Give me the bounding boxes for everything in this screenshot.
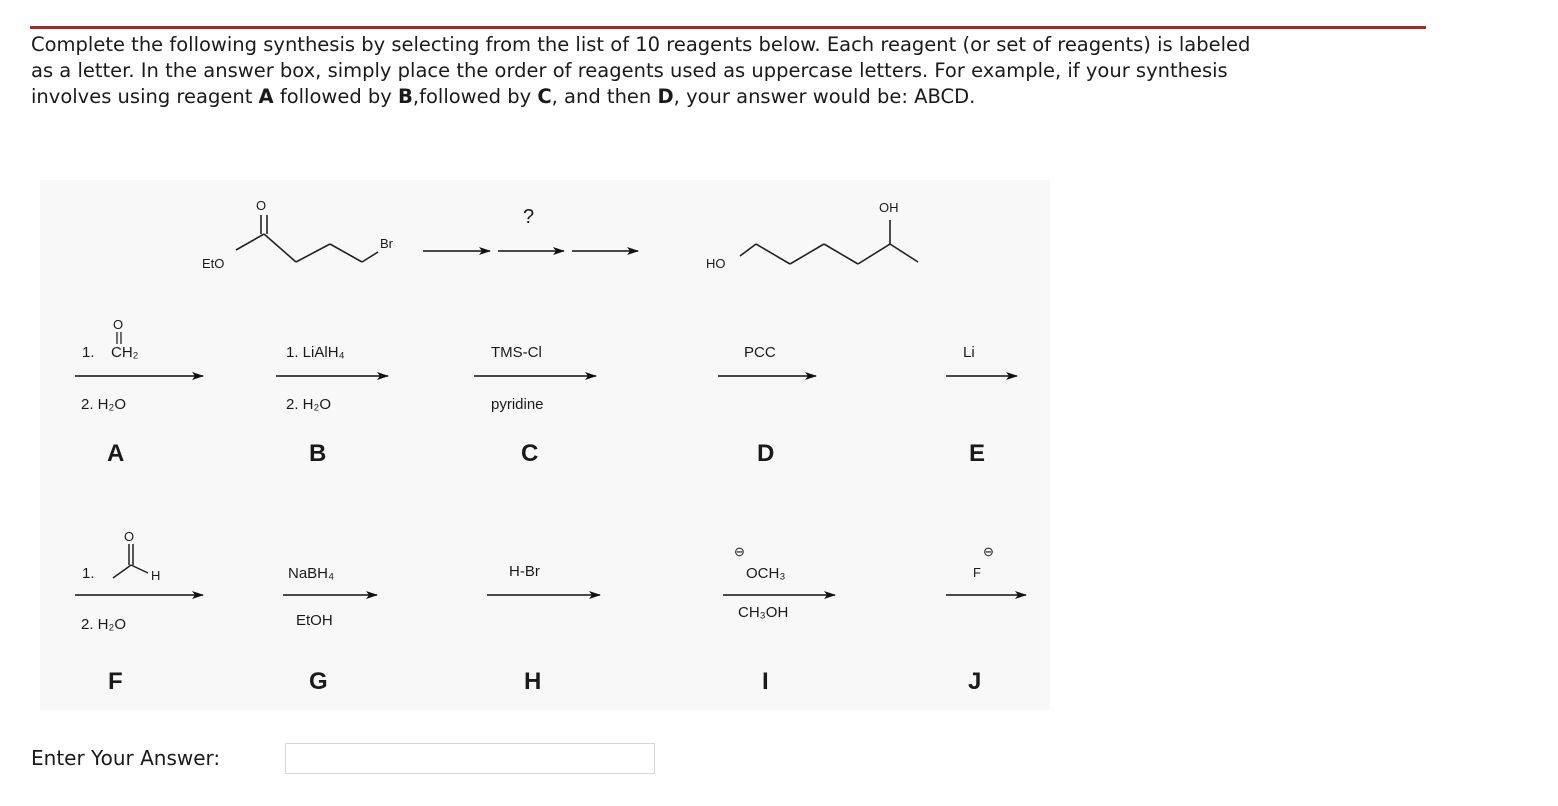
product-oh-label: OH [879,200,899,215]
reagent-e-above: Li [963,344,975,361]
reagent-a-carbonyl [117,332,121,344]
instructions-line-3: involves using reagent A followed by B,followed by C, and then D, your answer would be: ABCD. [31,85,976,108]
starting-material-structure [236,215,378,262]
reagent-f-letter: F [108,668,123,695]
start-bromine-label: Br [380,236,393,251]
unknown-intermediate-mark: ? [523,206,535,228]
reagent-c-below: pyridine [491,396,544,413]
instructions-line-2: as a letter. In the answer box, simply place the order of reagents used as uppercase letters. For example, if your synthesis [31,59,1228,82]
reagent-j-above: F [973,565,981,580]
reagent-a-step-number: 1. [82,344,95,361]
reagent-d-letter: D [757,440,775,467]
reagent-a-below: 2. H₂O [81,396,126,413]
reagent-f-step-number: 1. [82,565,95,582]
start-oxygen-label: O [256,198,267,213]
reagent-f-structure [113,544,148,578]
reagent-f-oxygen: O [124,529,135,544]
reagent-i-letter: I [762,668,769,695]
start-eto-label: EtO [202,256,225,271]
reagent-i-above: OCH₃ [746,565,786,582]
reagent-j-letter: J [968,668,982,695]
reagent-h-letter: H [524,668,542,695]
reagent-b-letter: B [309,440,327,467]
reagent-i-negative-charge: ⊖ [734,544,745,559]
product-ho-label: HO [706,256,726,271]
reagent-f-below: 2. H₂O [81,616,126,633]
reagent-a-oxygen: O [113,317,124,332]
reagent-d-above: PCC [744,344,776,361]
reagent-g-above: NaBH₄ [288,565,335,582]
reagent-b-above: 1. LiAlH₄ [286,344,345,361]
answer-label: Enter Your Answer: [31,746,221,770]
reagent-g-below: EtOH [296,612,333,629]
reagent-b-below: 2. H₂O [286,396,331,413]
reagent-i-below: CH₃OH [738,604,789,621]
answer-input[interactable] [285,743,655,774]
reagent-a-letter: A [107,440,125,467]
reagent-h-above: H-Br [509,563,540,580]
reagent-e-letter: E [969,440,986,467]
reagent-g-letter: G [309,668,328,695]
reagent-a-above: CH₂ [111,344,139,361]
reagent-f-hydrogen: H [151,568,161,583]
reagent-c-above: TMS-Cl [491,344,542,361]
reagent-c-letter: C [521,440,539,467]
reagent-j-negative-charge: ⊖ [983,544,994,559]
instructions-line-1: Complete the following synthesis by selecting from the list of 10 reagents below. Each reagent (or set of reagents) is labeled [31,33,1251,56]
product-structure [740,220,918,264]
